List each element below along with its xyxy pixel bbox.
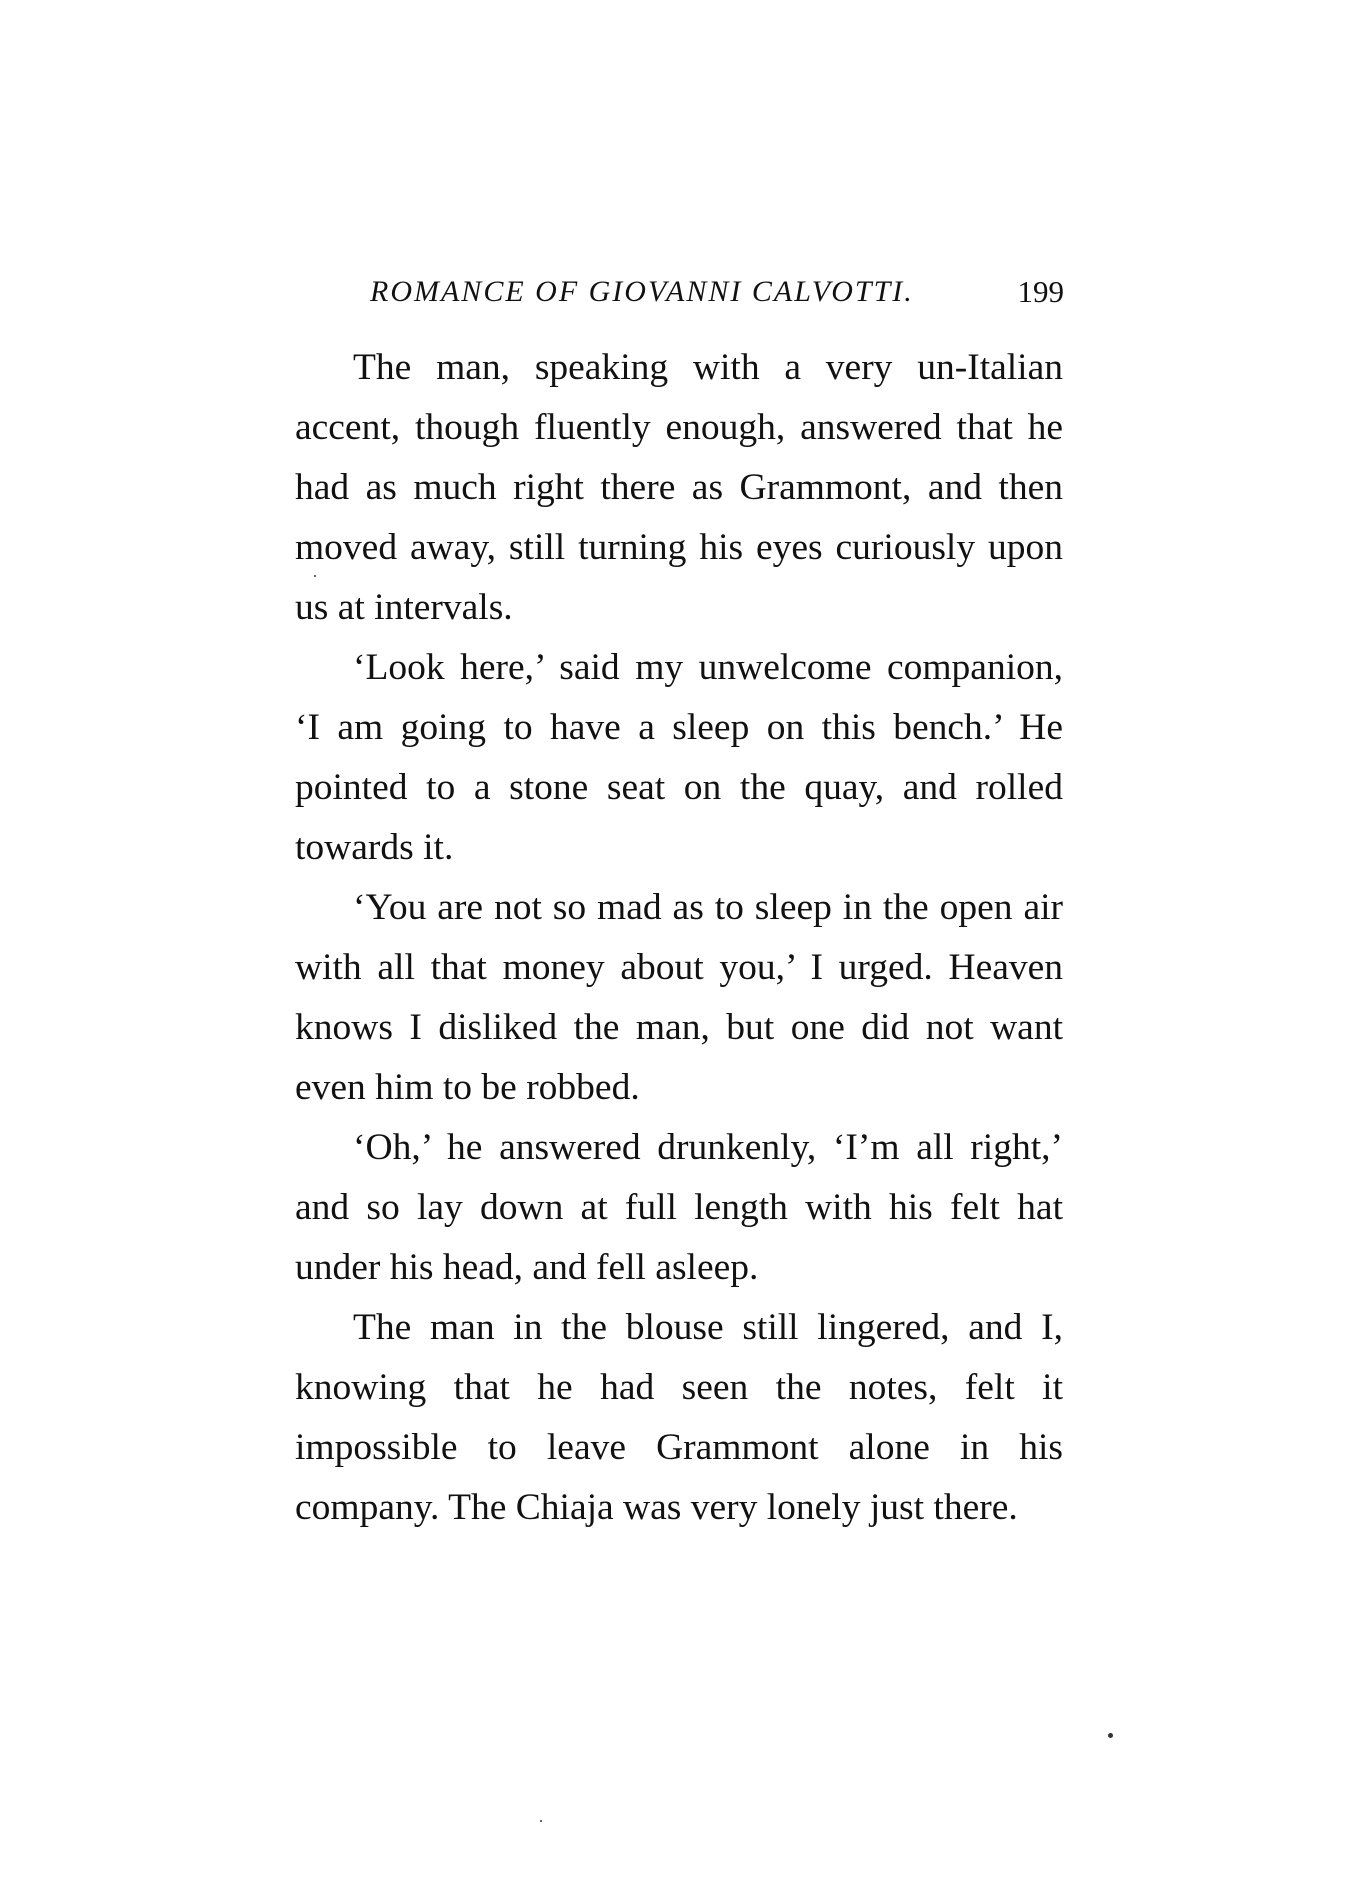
scan-speck [540,1820,542,1822]
paragraph-2: ‘Look here,’ said my unwelcome companion, ‘I am going to have a sleep on this bench.’ He pointed to a stone seat on the quay, and rolled towards it. [295,647,1063,868]
running-title: ROMANCE OF GIOVANNI CALVOTTI. [370,275,914,308]
paragraph-4: ‘Oh,’ he answered drunkenly, ‘I’m all right,’ and so lay down at full length with his felt hat under his head, and fell asleep. [295,1127,1063,1288]
paragraph-1: The man, speaking with a very un-Italian accent, though fluently enough, answered that he had as much right there as Grammont, and then moved away, still turning his eyes curiously upon us at intervals. [295,347,1063,628]
paragraph-3: ‘You are not so mad as to sleep in the open air with all that money about you,’ I urged. Heaven knows I disliked the man, but one did not want even him to be robbed. [295,887,1063,1108]
scan-speck [1108,1733,1113,1738]
page-number: 199 [1017,274,1064,309]
running-head [312,272,1064,312]
paragraph-5: The man in the blouse still lingered, and I, knowing that he had seen the notes, felt it impossible to leave Grammont alone in his company. The Chiaja was very lonely just there. [295,1307,1063,1528]
scan-speck [314,575,316,577]
body-text [295,338,1063,1538]
